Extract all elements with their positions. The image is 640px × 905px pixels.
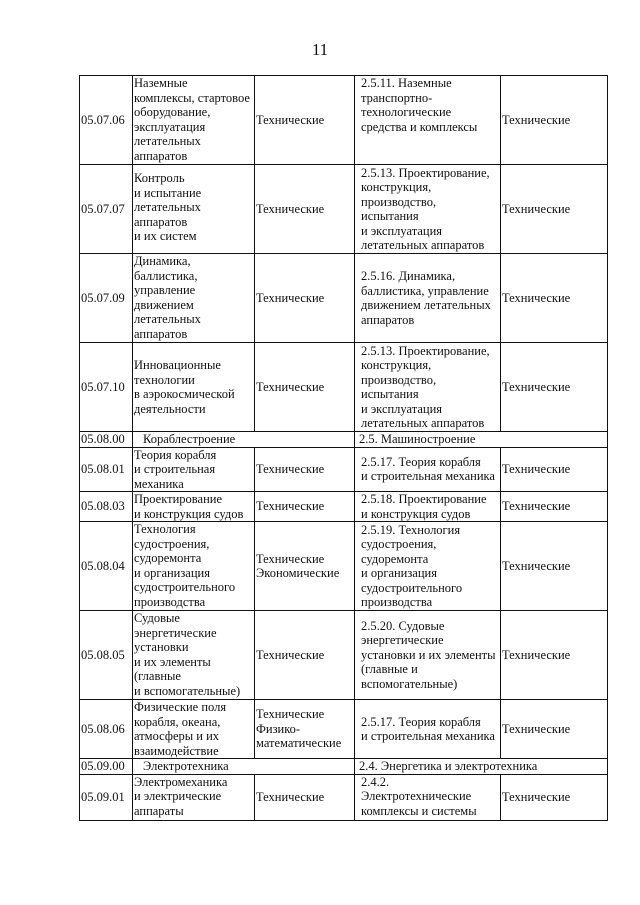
specialty-cell: Физические поля корабля, океана, атмосферы и их взаимодействие [133,700,255,759]
new-branch-cell: Технические [501,700,608,759]
branch-cell: Технические [255,611,355,700]
branch-cell: Технические [255,492,355,522]
section-name-cell: Кораблестроение [133,432,355,448]
table-row [80,343,608,432]
code-cell: 05.07.06 [80,76,133,165]
table-row [80,522,608,611]
specialty-cell: Проектирование и конструкция судов [133,492,255,522]
table-row [80,700,608,759]
new-specialty-cell: 2.5.11. Наземные транспортно- технологические средства и комплексы [355,76,501,165]
specialty-cell: Динамика, баллистика, управление движением летательных аппаратов [133,254,255,343]
new-branch-cell: Технические [501,447,608,492]
table-row [80,774,608,820]
branch-cell: Технические Экономические [255,522,355,611]
specialty-cell: Технология судостроения, судоремонта и организация судостроительного производства [133,522,255,611]
section-new-name-cell: 2.5. Машиностроение [355,432,608,448]
new-specialty-cell: 2.4.2. Электротехнические комплексы и системы [355,774,501,820]
new-branch-cell: Технические [501,343,608,432]
table-row [80,611,608,700]
new-branch-cell: Технические [501,76,608,165]
code-cell: 05.08.06 [80,700,133,759]
page-number: 11 [311,40,329,59]
new-branch-cell: Технические [501,254,608,343]
section-new-name-cell: 2.4. Энергетика и электротехника [355,759,608,775]
branch-cell: Технические [255,254,355,343]
new-specialty-cell: 2.5.20. Судовые энергетические установки и их элементы (главные и вспомогательные) [355,611,501,700]
section-code-cell: 05.09.00 [80,759,133,775]
section-code-cell: 05.08.00 [80,432,133,448]
table-row [80,76,608,165]
new-branch-cell: Технические [501,774,608,820]
code-cell: 05.07.10 [80,343,133,432]
new-specialty-cell: 2.5.16. Динамика, баллистика, управление движением летательных аппаратов [355,254,501,343]
branch-cell: Технические [255,774,355,820]
branch-cell: Технические [255,76,355,165]
specialty-cell: Инновационные технологии в аэрокосмической деятельности [133,343,255,432]
code-cell: 05.08.01 [80,447,133,492]
new-specialty-cell: 2.5.18. Проектирование и конструкция судов [355,492,501,522]
code-cell: 05.07.09 [80,254,133,343]
new-branch-cell: Технические [501,522,608,611]
new-specialty-cell: 2.5.17. Теория корабля и строительная механика [355,700,501,759]
specialty-correspondence-table [79,75,608,821]
section-row [80,759,608,775]
branch-cell: Технические [255,447,355,492]
branch-cell: Технические [255,343,355,432]
specialty-cell: Теория корабля и строительная механика [133,447,255,492]
code-cell: 05.08.03 [80,492,133,522]
table-row [80,492,608,522]
section-name-cell: Электротехника [133,759,355,775]
section-row [80,432,608,448]
new-specialty-cell: 2.5.19. Технология судостроения, судоремонта и организация судостроительного производства [355,522,501,611]
new-branch-cell: Технические [501,611,608,700]
new-specialty-cell: 2.5.17. Теория корабля и строительная механика [355,447,501,492]
branch-cell: Технические Физико- математические [255,700,355,759]
specialty-cell: Контроль и испытание летательных аппаратов и их систем [133,165,255,254]
new-branch-cell: Технические [501,492,608,522]
new-specialty-cell: 2.5.13. Проектирование, конструкция, производство, испытания и эксплуатация летательных аппаратов [355,343,501,432]
code-cell: 05.08.04 [80,522,133,611]
table-row [80,254,608,343]
code-cell: 05.08.05 [80,611,133,700]
new-specialty-cell: 2.5.13. Проектирование, конструкция, производство, испытания и эксплуатация летательных аппаратов [355,165,501,254]
specialty-cell: Электромеханика и электрические аппараты [133,774,255,820]
table-row [80,447,608,492]
branch-cell: Технические [255,165,355,254]
new-branch-cell: Технические [501,165,608,254]
specialty-cell: Наземные комплексы, стартовое оборудование, эксплуатация летательных аппаратов [133,76,255,165]
code-cell: 05.09.01 [80,774,133,820]
table-row [80,165,608,254]
code-cell: 05.07.07 [80,165,133,254]
specialty-cell: Судовые энергетические установки и их элементы (главные и вспомогательные) [133,611,255,700]
